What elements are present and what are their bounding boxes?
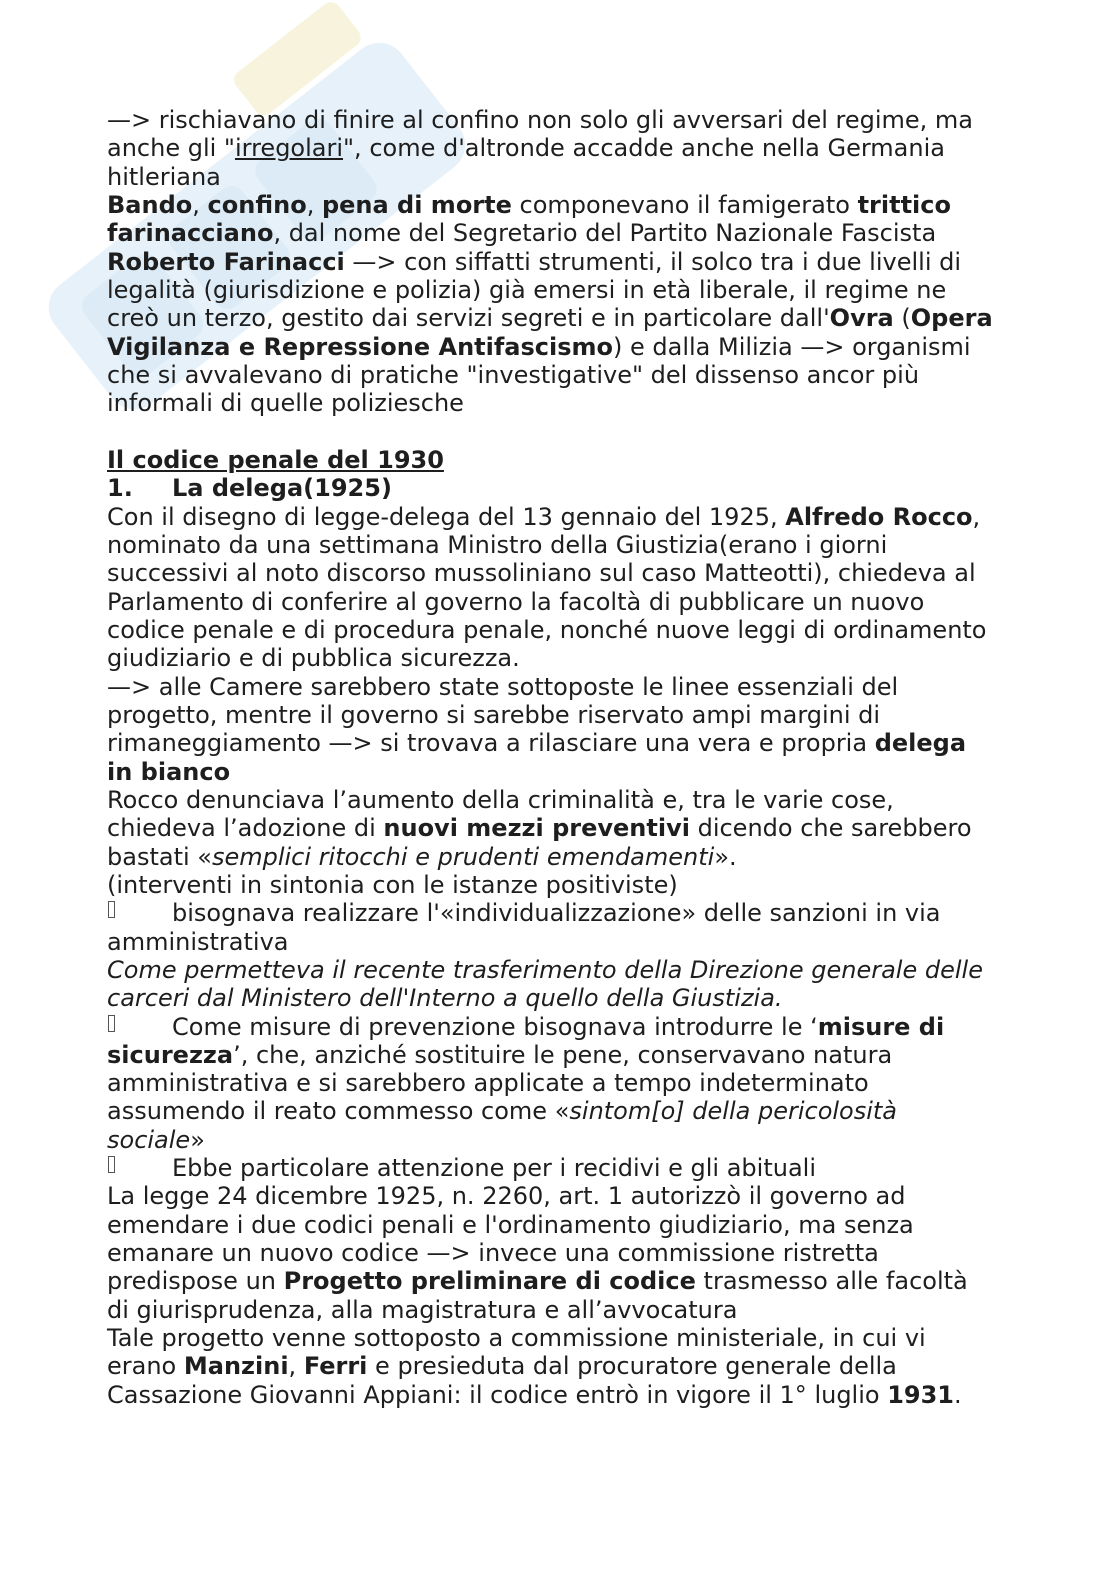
text-line <box>107 219 993 247</box>
text-run: Parlamento di conferire al governo la facoltà di pubblicare un nuovo <box>107 587 925 616</box>
text-line <box>107 616 993 644</box>
text-run: , <box>288 1352 304 1381</box>
text-line <box>107 1013 993 1041</box>
blank-line <box>107 418 993 446</box>
text-run: dicendo che sarebbero <box>689 814 972 843</box>
text-run: di giurisprudenza, alla magistratura e all’avvocatura <box>107 1295 738 1324</box>
text-run: emendare i due codici penali e l'ordinamento giudiziario, ma senza <box>107 1210 914 1239</box>
text-line <box>107 1069 993 1097</box>
bold-text: delega <box>874 729 967 758</box>
text-run: nominato da una settimana Ministro della Giustizia(erano i giorni <box>107 530 888 559</box>
bold-text: La delega(1925) <box>172 474 392 503</box>
bold-text: farinacciano <box>107 219 274 248</box>
text-line <box>107 871 993 899</box>
text-line <box>107 814 993 842</box>
paragraph <box>107 871 993 899</box>
text-run: emanare un nuovo codice —> invece una commissione ristretta <box>107 1239 879 1268</box>
bullet-icon <box>107 899 172 927</box>
text-run: Con il disegno di legge-delega del 13 gennaio del 1925, <box>107 502 786 531</box>
bullet-item <box>107 899 993 956</box>
bold-text: Opera <box>910 304 993 333</box>
text-line <box>107 474 993 502</box>
text-line <box>107 729 993 757</box>
text-line <box>107 956 993 984</box>
text-run: Rocco denunciava l’aumento della criminalità e, tra le varie cose, <box>107 785 894 814</box>
text-run: , <box>192 190 208 219</box>
bullet-icon <box>107 1154 172 1182</box>
paragraph <box>107 503 993 673</box>
text-line <box>107 899 993 927</box>
text-run: giudiziario e di pubblica sicurezza. <box>107 644 520 673</box>
bullet-icon <box>107 1013 172 1041</box>
bold-text: nuovi mezzi preventivi <box>383 814 690 843</box>
bold-text: Progetto preliminare di codice <box>283 1267 696 1296</box>
bold-text: Alfredo Rocco <box>785 502 973 531</box>
text-line <box>107 1267 993 1295</box>
text-line <box>107 389 993 417</box>
bold-text: misure di <box>817 1012 945 1041</box>
bold-text: in bianco <box>107 757 231 786</box>
section-heading <box>107 446 993 474</box>
text-line <box>107 1352 993 1380</box>
italic-text: semplici ritocchi e prudenti emendamenti <box>211 842 715 871</box>
text-line <box>107 276 993 304</box>
text-run: hitleriana <box>107 162 221 191</box>
bullet-item <box>107 1154 993 1182</box>
text-line <box>107 163 993 191</box>
text-run: rimaneggiamento —> si trovava a rilasciare una vera e propria <box>107 729 875 758</box>
bold-text: confino <box>207 190 307 219</box>
text-line <box>107 361 993 389</box>
missing-glyph-box-icon <box>108 901 115 918</box>
text-line <box>107 644 993 672</box>
text-line <box>107 531 993 559</box>
text-run: bastati « <box>107 842 212 871</box>
text-run: anche gli " <box>107 134 235 163</box>
italic-text: sociale <box>107 1125 191 1154</box>
text-run: chiedeva l’adozione di <box>107 814 384 843</box>
text-run: Cassazione Giovanni Appiani: il codice entrò in vigore il 1° luglio <box>107 1380 888 1409</box>
paragraph <box>107 191 993 418</box>
text-run: » <box>190 1125 205 1154</box>
text-line <box>107 446 993 474</box>
text-line <box>107 1097 993 1125</box>
text-line <box>107 588 993 616</box>
text-run: —> rischiavano di finire al confino non solo gli avversari del regime, ma <box>107 106 974 134</box>
text-line <box>107 984 993 1012</box>
text-line <box>107 1211 993 1239</box>
text-line <box>107 106 993 134</box>
missing-glyph-box-icon <box>108 1156 115 1173</box>
bold-text: Manzini <box>183 1352 289 1381</box>
text-run: Ebbe particolare attenzione per i recidivi e gli abituali <box>172 1154 816 1183</box>
paragraph <box>107 1324 993 1409</box>
text-line <box>107 134 993 162</box>
text-line <box>107 758 993 786</box>
text-run: bisognava realizzare l'«individualizzazione» delle sanzioni in via <box>172 899 941 928</box>
italic-text: Come permetteva il recente trasferimento della Direzione generale delle <box>107 955 983 984</box>
bold-text: pena di morte <box>321 190 512 219</box>
text-run: predispose un <box>107 1267 284 1296</box>
text-run: componevano il famigerato <box>511 190 858 219</box>
paragraph <box>107 106 993 191</box>
list-number: 1. <box>107 474 133 503</box>
text-run: —> alle Camere sarebbero state sottoposte le linee essenziali del <box>107 672 899 701</box>
text-run: legalità (giurisdizione e polizia) già emersi in età liberale, il regime ne <box>107 275 947 304</box>
text-run: —> con siffatti strumenti, il solco tra i due livelli di <box>344 247 962 276</box>
text-run: , dal nome del Segretario del Partito Nazionale Fascista <box>273 219 937 248</box>
text-line <box>107 248 993 276</box>
text-line <box>107 1381 993 1409</box>
bold-text: Bando <box>107 190 193 219</box>
paragraph <box>107 1182 993 1324</box>
italic-text: sintom[o] della pericolosità <box>569 1097 898 1126</box>
text-line <box>107 418 993 446</box>
numbered-heading <box>107 474 993 502</box>
text-run: creò un terzo, gestito dai servizi segreti e in particolare dall' <box>107 304 830 333</box>
text-line <box>107 333 993 361</box>
text-run: trasmesso alle facoltà <box>695 1267 968 1296</box>
paragraph <box>107 673 993 786</box>
text-run: Come misure di prevenzione bisognava introdurre le ‘ <box>172 1012 818 1041</box>
bold-underlined-text: Il codice penale del 1930 <box>107 445 444 474</box>
text-line <box>107 1296 993 1324</box>
text-run: Tale progetto venne sottoposto a commissione ministeriale, in cui vi <box>107 1324 926 1353</box>
text-line <box>107 1126 993 1154</box>
text-line <box>107 1154 993 1182</box>
bold-text: Vigilanza e Repressione Antifascismo <box>107 332 614 361</box>
bold-text: sicurezza <box>107 1040 234 1069</box>
text-line <box>107 843 993 871</box>
bold-text: 1931 <box>887 1380 954 1409</box>
paragraph <box>107 786 993 871</box>
bold-text: trittico <box>857 190 951 219</box>
text-line <box>107 191 993 219</box>
text-line <box>107 1182 993 1210</box>
text-run: e presieduta dal procuratore generale della <box>367 1352 897 1381</box>
text-run: ", come d'altronde accadde anche nella Germania <box>343 134 945 163</box>
missing-glyph-box-icon <box>108 1015 115 1032</box>
text-run: amministrativa e si sarebbero applicate a tempo indeterminato <box>107 1069 869 1098</box>
text-run: La legge 24 dicembre 1925, n. 2260, art. 1 autorizzò il governo ad <box>107 1182 906 1211</box>
text-run: (interventi in sintonia con le istanze positiviste) <box>107 870 678 899</box>
text-run: codice penale e di procedura penale, nonché nuove leggi di ordinamento <box>107 615 987 644</box>
text-run: ( <box>893 304 911 333</box>
bold-text: Ovra <box>829 304 894 333</box>
bullet-item <box>107 1013 993 1155</box>
text-line <box>107 1041 993 1069</box>
document-body <box>107 106 993 1409</box>
text-run: , <box>306 190 322 219</box>
bold-text: Ferri <box>303 1352 368 1381</box>
paragraph <box>107 956 993 1013</box>
text-run: . <box>954 1380 962 1409</box>
text-run: ) e dalla Milizia —> organismi <box>613 332 971 361</box>
text-run: informali di quelle poliziesche <box>107 389 464 418</box>
text-line <box>107 559 993 587</box>
text-run: erano <box>107 1352 184 1381</box>
text-run: ». <box>714 842 737 871</box>
text-line <box>107 304 993 332</box>
text-line <box>107 786 993 814</box>
text-run: assumendo il reato commesso come « <box>107 1097 570 1126</box>
text-run: ’, che, anziché sostituire le pene, conservavano natura <box>233 1040 893 1069</box>
italic-text: carceri dal Ministero dell'Interno a quello della Giustizia. <box>107 984 783 1013</box>
text-line <box>107 928 993 956</box>
bold-text: Roberto Farinacci <box>107 247 345 276</box>
text-line <box>107 1324 993 1352</box>
text-run: progetto, mentre il governo si sarebbe riservato ampi margini di <box>107 700 881 729</box>
text-run: che si avvalevano di pratiche "investigative" del dissenso ancor più <box>107 360 920 389</box>
text-run: amministrativa <box>107 927 289 956</box>
text-run: , <box>972 502 981 531</box>
underlined-text: irregolari <box>234 134 344 163</box>
text-line <box>107 701 993 729</box>
text-line <box>107 673 993 701</box>
text-line <box>107 1239 993 1267</box>
text-run: successivi al noto discorso mussoliniano sul caso Matteotti), chiedeva al <box>107 559 976 588</box>
text-line <box>107 503 993 531</box>
